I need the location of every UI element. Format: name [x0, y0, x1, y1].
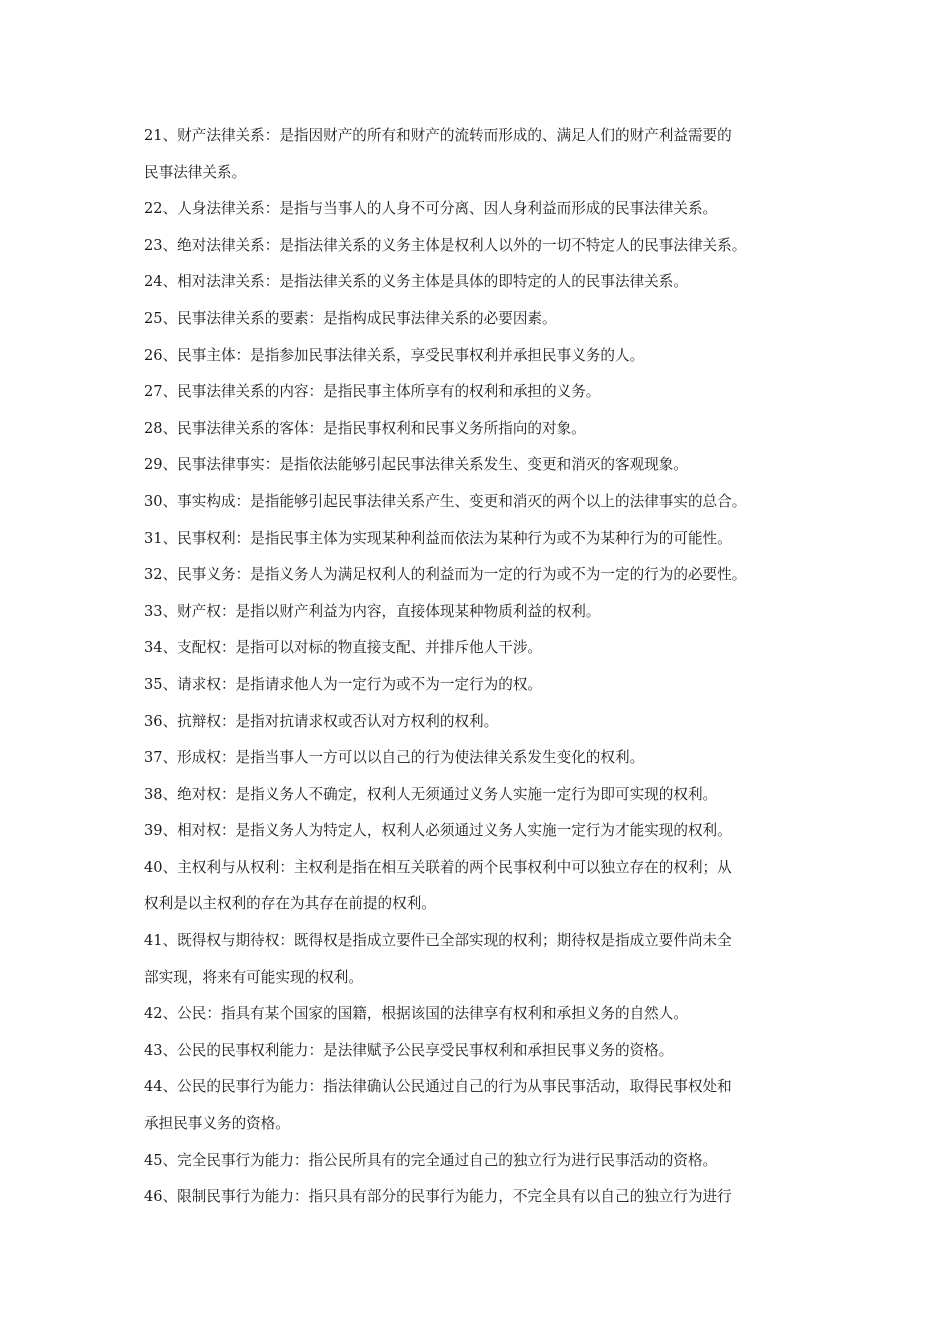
text-line: 23、绝对法律关系：是指法律关系的义务主体是权利人以外的一切不特定人的民事法律关系。	[144, 236, 747, 254]
text-line: 40、主权利与从权利：主权利是指在相互关联着的两个民事权利中可以独立存在的权利；从	[144, 858, 732, 876]
text-line: 民事法律关系。	[144, 163, 247, 181]
text-line: 承担民事义务的资格。	[144, 1115, 290, 1133]
text-line: 35、请求权：是指请求他人为一定行为或不为一定行为的权。	[144, 675, 543, 693]
text-line: 25、民事法律关系的要素：是指构成民事法律关系的必要因素。	[144, 309, 557, 327]
text-line: 28、民事法律关系的客体：是指民事权利和民事义务所指向的对象。	[144, 419, 586, 437]
text-line: 32、民事义务：是指义务人为满足权利人的利益而为一定的行为或不为一定的行为的必要性。	[144, 566, 747, 584]
text-line: 24、相对法津关系：是指法律关系的义务主体是具体的即特定的人的民事法律关系。	[144, 273, 688, 291]
text-line: 38、绝对权：是指义务人不确定，权利人无须通过义务人实施一定行为即可实现的权利。	[144, 785, 718, 803]
text-line: 权利是以主权利的存在为其存在前提的权利。	[144, 895, 436, 913]
document-body	[144, 118, 810, 1216]
text-line: 29、民事法律事实：是指依法能够引起民事法律关系发生、变更和消灭的客观现象。	[144, 456, 688, 474]
text-line: 43、公民的民事权利能力：是法律赋予公民享受民事权利和承担民事义务的资格。	[144, 1041, 674, 1059]
text-line: 26、民事主体：是指参加民事法律关系，享受民事权利并承担民事义务的人。	[144, 346, 645, 364]
text-line: 41、既得权与期待权：既得权是指成立要件已全部实现的权利；期待权是指成立要件尚未全	[144, 932, 732, 950]
text-line: 34、支配权：是指可以对标的物直接支配、并排斥他人干涉。	[144, 639, 543, 657]
text-line: 22、人身法律关系：是指与当事人的人身不可分离、因人身利益而形成的民事法律关系。	[144, 200, 718, 218]
text-line: 45、完全民事行为能力：指公民所具有的完全通过自己的独立行为进行民事活动的资格。	[144, 1151, 718, 1169]
text-line: 42、公民：指具有某个国家的国籍，根据该国的法律享有权利和承担义务的自然人。	[144, 1005, 688, 1023]
text-line: 44、公民的民事行为能力：指法律确认公民通过自己的行为从事民事活动，取得民事权处和	[144, 1078, 732, 1096]
text-line: 36、抗辩权：是指对抗请求权或否认对方权利的权利。	[144, 712, 499, 730]
text-line: 46、限制民事行为能力：指只具有部分的民事行为能力，不完全具有以自己的独立行为进行	[144, 1188, 732, 1206]
text-line: 30、事实构成：是指能够引起民事法律关系产生、变更和消灭的两个以上的法律事实的总合。	[144, 492, 747, 510]
text-line: 27、民事法律关系的内容：是指民事主体所享有的权利和承担的义务。	[144, 383, 601, 401]
text-line: 39、相对权：是指义务人为特定人，权利人必须通过义务人实施一定行为才能实现的权利。	[144, 822, 732, 840]
text-line: 21、财产法律关系：是指因财产的所有和财产的流转而形成的、满足人们的财产利益需要的	[144, 127, 732, 144]
text-line: 31、民事权利：是指民事主体为实现某种利益而依法为某种行为或不为某种行为的可能性。	[144, 529, 732, 547]
text-line: 37、形成权：是指当事人一方可以以自己的行为使法律关系发生变化的权利。	[144, 749, 645, 767]
text-line: 部实现，将来有可能实现的权利。	[144, 968, 363, 986]
text-line: 33、财产权：是指以财产利益为内容，直接体现某种物质利益的权利。	[144, 602, 601, 620]
